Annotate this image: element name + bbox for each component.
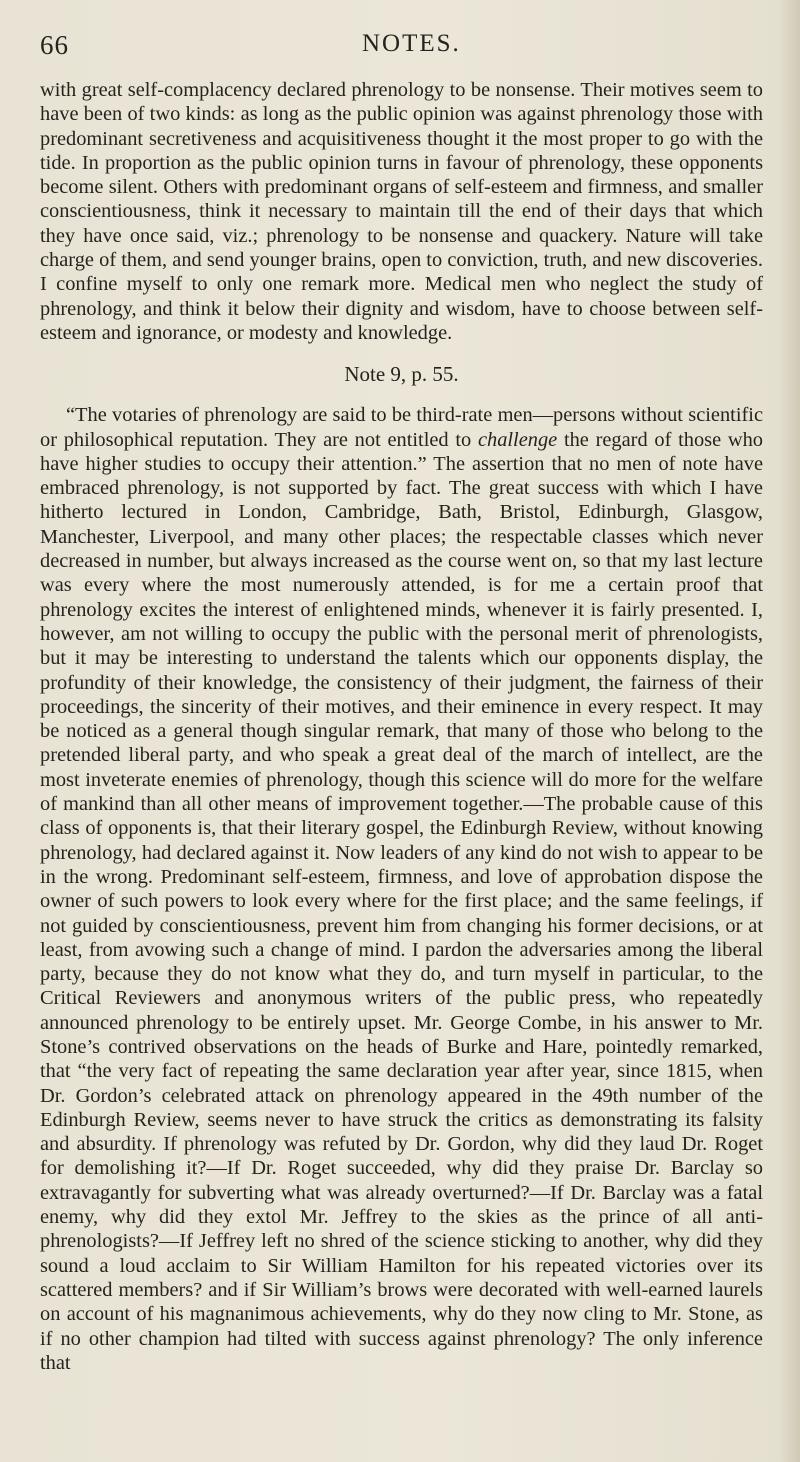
note-text-italic: challenge: [477, 428, 558, 451]
note-heading: Note 9, p. 55.: [344, 362, 459, 387]
note-paragraph: [40, 403, 763, 1375]
page-number: 66: [40, 30, 69, 60]
note-text-part1: “The votaries of phrenology are said to be third-rate men—persons without scientific or philosophical reputation. They are not entitled to: [40, 404, 763, 451]
note-text-part2: the regard of those who have higher studies to occupy their attention.” The assertion that no men of note have embraced phrenology, is not supported by fact. The great success with which I have hitherto lectured in London, Cambridge, Bath, Bristol, Edinburgh, Glasgow, Manchester, Liverpool, and many other places; the respectable classes which never decreased in number, but always increased as the course went on, so that my last lecture was every where the most numerously attended, is for me a certain proof that phrenology excites the interest of enlightened minds, whenever it is fairly presented. I, however, am not willing to occupy the public with the personal merit of phrenologists, but it may be interesting to understand the talents which our opponents display, the profundity of their knowledge, the consistency of their judgment, the fairness of their proceedings, the sincerity of their motives, and their eminence in every respect. It may be noticed as a general though singular remark, that many of those who belong to the pretended liberal party, and who speak a great deal of the march of intellect, are the most inveterate enemies of phrenology, though this science will do more for the welfare of mankind than all other means of improvement together.—The probable cause of this class of opponents is, that their literary gospel, the Edinburgh Review, without knowing phrenology, had declared against it. Now leaders of any kind do not wish to appear to be in the wrong. Predominant self-esteem, firmness, and love of approbation dispose the owner of such powers to look every where for the first place; and the same feelings, if not guided by conscientiousness, prevent him from changing his former decisions, or at least, from avowing such a change of mind. I pardon the adversaries among the liberal party, because they do not know what they do, and turn myself in particular, to the Critical Reviewers and anonymous writers of the public press, who repeatedly announced phrenology to be entirely upset. Mr. George Combe, in his answer to Mr. Stone’s contrived observations on the heads of Burke and Hare, pointedly remarked, that “the very fact of repeating the same declaration year after year, since 1815, when Dr. Gordon’s celebrated attack on phrenology appeared in the 49th number of the Edinburgh Review, seems never to have struck the critics as demonstrating its falsity and absurdity. If phrenology was refuted by Dr. Gordon, why did they laud Dr. Roget for demolishing it?—If Dr. Roget succeeded, why did they praise Dr. Barclay so extravagantly for subverting what was already overturned?—If Dr. Barclay was a fatal enemy, why did they extol Mr. Jeffrey to the skies as the prince of all anti-phrenologists?—If Jeffrey left no shred of the science sticking to another, why did they sound a loud acclaim to Sir William Hamilton for his repeated victories over its scattered members? and if Sir William’s brows were decorated with well-earned laurels on account of his magnanimous achievements, why do they now cling to Mr. Stone, as if no other champion had tilted with success against phrenology? The only inference that: [40, 428, 763, 1374]
running-head: NOTES.: [362, 30, 461, 57]
page-edge-shadow: [778, 0, 800, 1462]
page-body: [40, 78, 763, 1375]
continued-paragraph: with great self-complacency declared phrenology to be nonsense. Their motives seem to have been of two kinds: as long as the public opinion was against phrenology those with predominant secretiveness and acquisitiveness thought it the most proper to go with the tide. In proportion as the public opinion turns in favour of phrenology, these opponents become silent. Others with predominant organs of self-esteem and firmness, and smaller conscientiousness, think it necessary to maintain till the end of their days that which they have once said, viz.; phrenology to be nonsense and quackery. Nature will take charge of them, and send younger brains, open to conviction, truth, and new discoveries. I confine myself to only one remark more. Medical men who neglect the study of phrenology, and think it below their dignity and wisdom, have to choose between self-esteem and ignorance, or modesty and knowledge.: [40, 79, 763, 344]
page-header: [40, 30, 760, 64]
